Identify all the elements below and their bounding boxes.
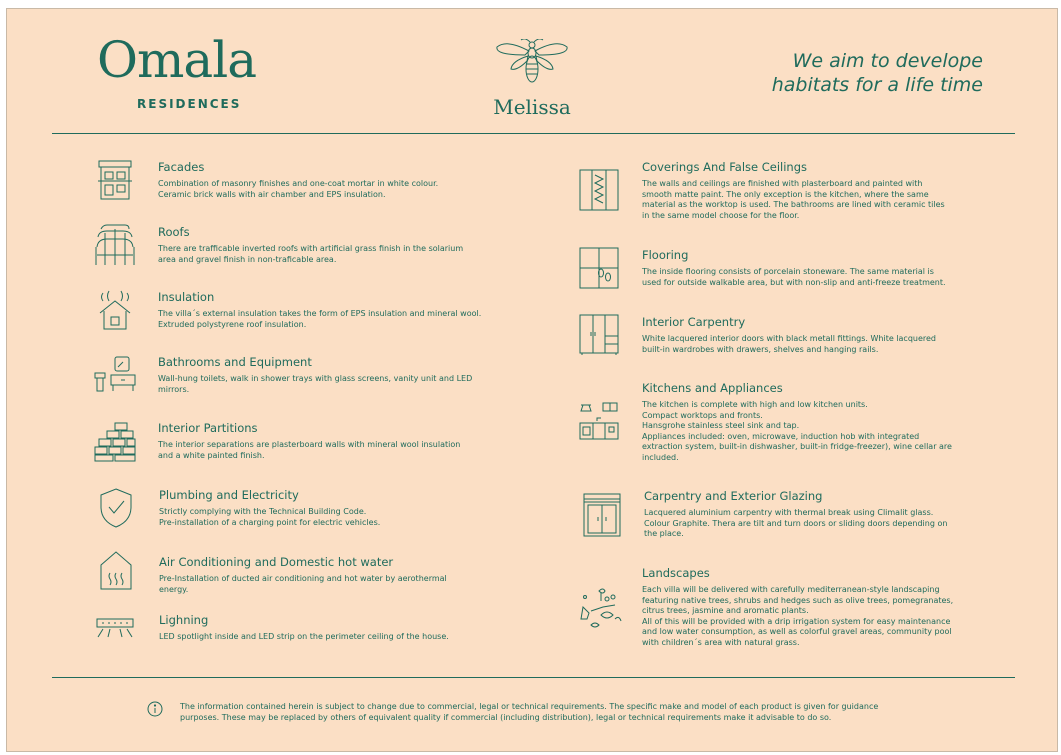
spec-title: Coverings And False Ceilings xyxy=(642,160,808,174)
spec-line: Extruded polystyrene roof insulation. xyxy=(158,319,307,329)
melissa-brand xyxy=(477,39,587,119)
spec-bathrooms xyxy=(158,354,472,395)
ceiling-panel-icon xyxy=(579,169,619,211)
spec-line: Pre-Installation of ducted air conditioning and hot water by aerothermal xyxy=(159,574,447,583)
spec-plumbing xyxy=(159,487,380,528)
spec-insulation xyxy=(158,289,481,330)
spec-lighting xyxy=(159,612,449,643)
spec-title: Lighning xyxy=(159,613,209,627)
spec-line: Wall-hung toilets, walk in shower trays with glass screens, vanity unit and LED xyxy=(158,374,473,383)
spec-line: The interior separations are plasterboard walls with mineral wool insulation xyxy=(158,440,461,449)
spec-roofs xyxy=(158,224,463,265)
spec-title: Facades xyxy=(158,160,205,174)
spec-line: featuring native trees, shrubs and hedges such as olive trees, pomegranates, xyxy=(642,595,954,605)
spec-line: Colour Graphite. Thera are tilt and turn doors or sliding doors depending on xyxy=(644,518,948,528)
wardrobe-icon xyxy=(579,314,619,356)
spec-line: Ceramic brick walls with air chamber and EPS insulation. xyxy=(158,189,386,199)
spec-line: with children´s area with natural grass. xyxy=(642,637,800,647)
spec-coverings xyxy=(642,159,945,221)
disclaimer-line: purposes. These may be replaced by others of equivalent quality if commercial (including distribution), legal or technical requirements make it advisable to do so. xyxy=(180,713,832,722)
spec-line: in the same model choose for the floor. xyxy=(642,210,800,220)
spec-line: Pre-installation of a charging point for electric vehicles. xyxy=(159,517,381,527)
spec-line: Each villa will be delivered with carefully mediterranean-style landscaping xyxy=(642,585,940,594)
header-divider xyxy=(52,133,1015,134)
spec-facades xyxy=(158,159,438,200)
spec-exterior-glazing xyxy=(644,488,947,540)
tagline-line: habitats for a life time xyxy=(771,74,983,96)
spec-title: Kitchens and Appliances xyxy=(642,381,783,395)
spec-line: Compact worktops and fronts. xyxy=(642,410,763,420)
spec-line: built-in wardrobes with drawers, shelves and hanging rails. xyxy=(642,344,879,354)
bathroom-icon xyxy=(93,355,137,395)
spec-title: Air Conditioning and Domestic hot water xyxy=(159,555,394,569)
brand-name: Melissa xyxy=(493,95,571,119)
spec-line: There are trafficable inverted roofs with artificial grass finish in the solarium xyxy=(158,244,464,253)
floor-tiles-icon xyxy=(579,247,619,289)
spec-line: energy. xyxy=(159,584,189,594)
spec-line: and low water consumption, as well as colorful gravel areas, community pool xyxy=(642,627,952,636)
spec-line: The villa´s external insulation takes the form of EPS insulation and mineral wool. xyxy=(158,309,482,318)
led-light-icon xyxy=(95,617,135,639)
spec-line: Lacquered aluminium carpentry with thermal break using Climalit glass. xyxy=(644,508,934,517)
logo-subtitle: RESIDENCES xyxy=(137,97,242,111)
footer-divider xyxy=(52,677,1015,678)
spec-line: White lacquered interior doors with black metall fittings. White lacquered xyxy=(642,334,936,343)
shield-check-icon xyxy=(99,487,133,529)
spec-line: Hansgrohe stainless steel sink and tap. xyxy=(642,421,800,430)
landscape-plants-icon xyxy=(577,585,623,631)
bee-icon xyxy=(477,39,587,89)
spec-partitions xyxy=(158,420,460,461)
spec-title: Insulation xyxy=(158,290,215,304)
spec-line: LED spotlight inside and LED strip on the perimeter ceiling of the house. xyxy=(159,632,449,641)
spec-line: The walls and ceilings are finished with plasterboard and painted with xyxy=(642,179,923,188)
spec-line: and a white painted finish. xyxy=(158,450,265,460)
spec-line: smooth matte paint. The only exception is the kitchen, where the same xyxy=(642,189,929,199)
spec-line: Strictly complying with the Technical Building Code. xyxy=(159,507,367,516)
spec-sheet xyxy=(6,8,1058,752)
spec-title: Carpentry and Exterior Glazing xyxy=(644,489,823,503)
spec-line: citrus trees, jasmine and aromatic plants. xyxy=(642,606,809,615)
spec-line: material as the worktop is used. The bathrooms are lined with ceramic tiles xyxy=(642,200,945,209)
spec-line: The kitchen is complete with high and low kitchen units. xyxy=(642,400,868,409)
info-icon xyxy=(147,701,163,721)
spec-line: Combination of masonry finishes and one-coat mortar in white colour. xyxy=(158,179,439,188)
spec-title: Bathrooms and Equipment xyxy=(158,355,312,369)
spec-line: Appliances included: oven, microwave, induction hob with integrated xyxy=(642,431,920,441)
spec-line: included. xyxy=(642,452,679,462)
spec-landscapes xyxy=(642,565,953,648)
brick-wall-icon xyxy=(93,421,137,463)
tagline xyxy=(772,49,983,97)
insulation-house-icon xyxy=(97,289,133,331)
spec-flooring xyxy=(642,247,946,288)
disclaimer-line: The information contained herein is subject to change due to commercial, legal or technical requirements. The specific make and model of each product is given for guidance xyxy=(180,702,879,711)
spec-line: The inside flooring consists of porcelain stoneware. The same material is xyxy=(642,267,934,276)
spec-title: Roofs xyxy=(158,225,190,239)
tagline-line: We aim to develope xyxy=(792,50,983,72)
facade-icon xyxy=(97,159,133,201)
disclaimer xyxy=(180,701,878,723)
spec-line: area and gravel finish in non-traficable area. xyxy=(158,254,337,264)
kitchen-icon xyxy=(579,401,619,441)
spec-kitchens xyxy=(642,380,952,463)
roof-tiles-icon xyxy=(95,223,135,267)
spec-line: the place. xyxy=(644,529,684,538)
spec-interior-carpentry xyxy=(642,314,936,355)
omala-logo: Omala xyxy=(97,31,257,89)
spec-line: used for outside walkable area, but with non-slip and anti-freeze treatment. xyxy=(642,277,946,287)
spec-title: Interior Carpentry xyxy=(642,315,746,329)
glazing-window-icon xyxy=(583,493,621,537)
spec-title: Interior Partitions xyxy=(158,421,258,435)
spec-air-conditioning xyxy=(159,554,447,595)
spec-title: Landscapes xyxy=(642,566,710,580)
spec-line: mirrors. xyxy=(158,384,190,394)
spec-title: Flooring xyxy=(642,248,689,262)
spec-line: extraction system, built-in dishwasher, built-in fridge-freezer), wine cellar are xyxy=(642,442,952,451)
heated-house-icon xyxy=(99,549,133,591)
spec-title: Plumbing and Electricity xyxy=(159,488,299,502)
spec-line: All of this will be provided with a drip irrigation system for easy maintenance xyxy=(642,616,951,626)
